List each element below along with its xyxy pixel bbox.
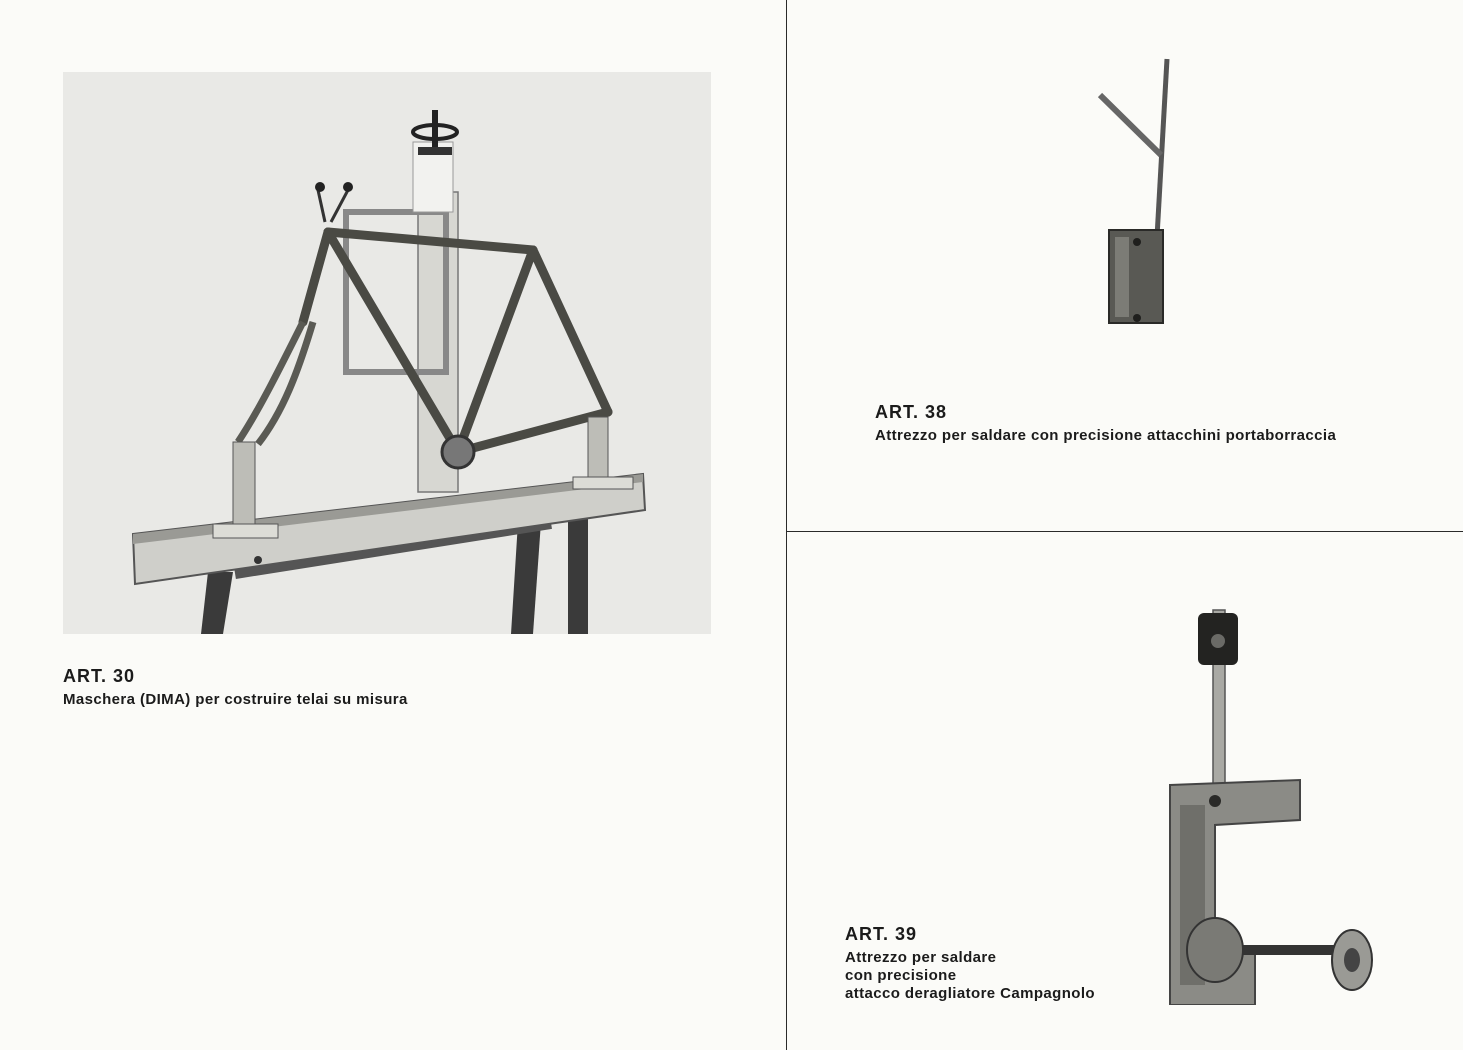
frame-jig-photo — [63, 72, 711, 634]
article-description: Attrezzo per saldare con precisione attacchini portaborraccia — [875, 427, 1337, 444]
description-line: attacco deragliatore Campagnolo — [845, 985, 1095, 1002]
description-line: Attrezzo per saldare — [845, 949, 997, 966]
description-line: con precisione — [845, 967, 957, 984]
right-page-divider — [787, 531, 1463, 532]
article-description: Maschera (DIMA) per costruire telai su misura — [63, 691, 408, 708]
bottle-boss-tool-photo — [1095, 55, 1175, 330]
article-title: ART. 39 — [845, 924, 918, 944]
article-description — [845, 949, 1095, 1003]
article-title: ART. 30 — [63, 666, 136, 686]
article-title: ART. 38 — [875, 402, 948, 422]
page-fold-divider — [786, 0, 787, 1050]
derailleur-mount-tool-photo — [1160, 605, 1385, 1005]
